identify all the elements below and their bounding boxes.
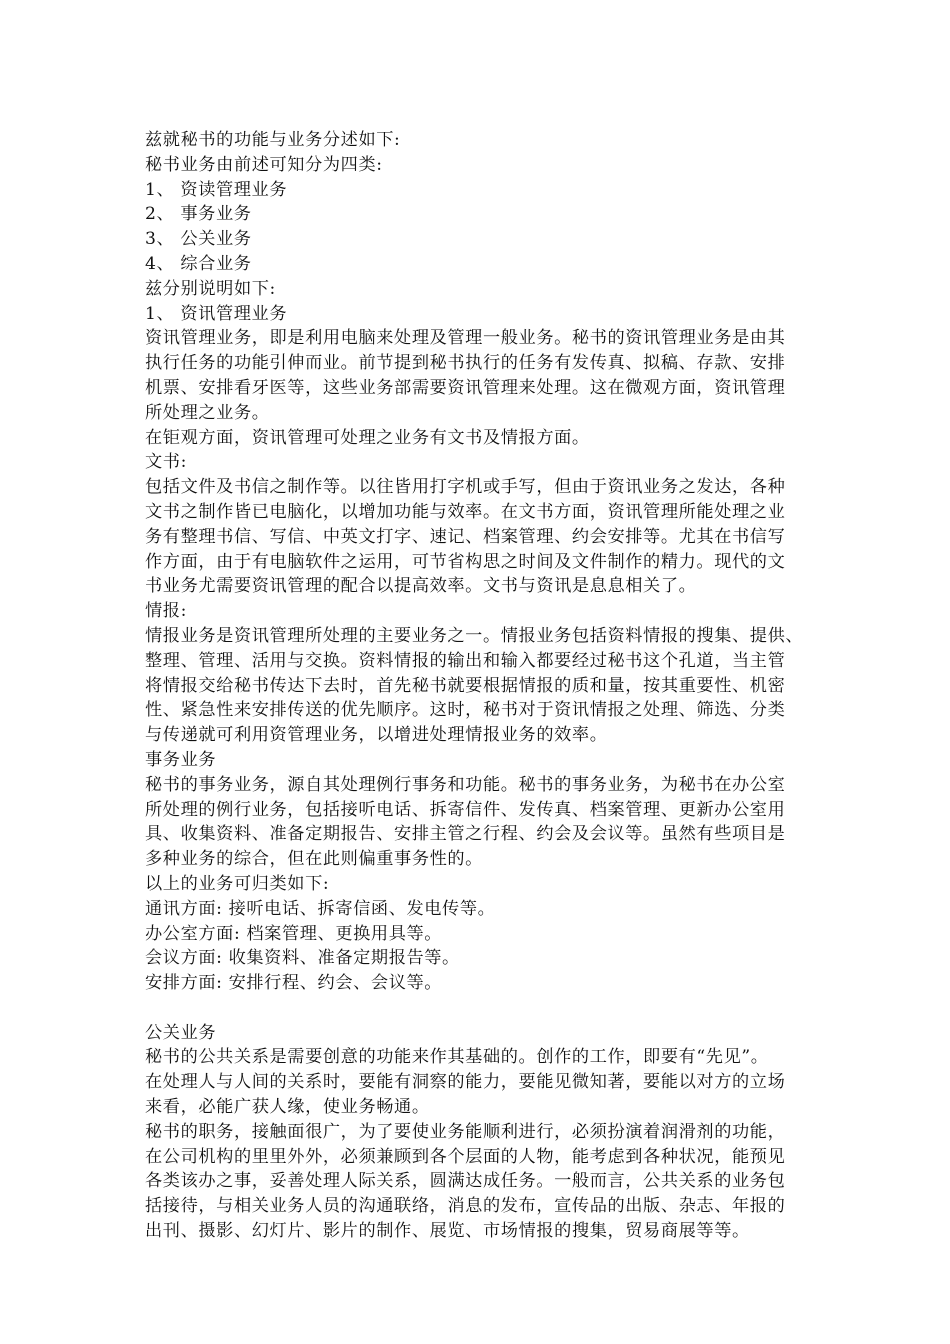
subheading-intelligence: 情报: (145, 601, 187, 622)
paragraph-line: 多种业务的综合，但在此则偏重事务性的。 (145, 849, 483, 870)
paragraph-line: 书业务尤需要资讯管理的配合以提高效率。文书与资讯是息息相关了。 (145, 576, 697, 597)
paragraph-line: 在处理人与人间的关系时，要能有洞察的能力，要能见微知著，要能以对方的立场 (145, 1072, 786, 1093)
paragraph-line: 执行任务的功能引伸而业。前节提到秘书执行的任务有发传真、拟稿、存款、安排 (145, 353, 786, 374)
classification-item-office: 办公室方面: 档案管理、更换用具等。 (145, 923, 443, 944)
paragraph-line: 将情报交给秘书传达下去时，首先秘书就要根据情报的质和量，按其重要性、机密 (145, 675, 786, 696)
paragraph-line: 出刊、摄影、幻灯片、影片的制作、展览、市场情报的搜集，贸易商展等等。 (145, 1221, 750, 1242)
list-item-4: 4、 综合业务 (145, 253, 252, 274)
paragraph-line: 各类该办之事，妥善处理人际关系，圆满达成任务。一般而言，公共关系的业务包 (145, 1171, 786, 1192)
paragraph-line: 整理、管理、活用与交换。资料情报的输出和输入都要经过秘书这个孔道，当主管 (145, 650, 786, 671)
document-body (145, 128, 865, 1244)
paragraph-line: 包括文件及书信之制作等。以往皆用打字机或手写，但由于资讯业务之发达，各种 (145, 477, 786, 498)
classification-item-meeting: 会议方面: 收集资料、准备定期报告等。 (145, 948, 460, 969)
section-heading-public-relations: 公关业务 (145, 1022, 217, 1043)
list-item-3: 3、 公关业务 (145, 229, 252, 250)
paragraph-line: 资讯管理业务，即是利用电脑来处理及管理一般业务。秘书的资讯管理业务是由其 (145, 328, 786, 349)
blank-line (145, 996, 865, 1021)
paragraph-line: 机票、安排看牙医等，这些业务部需要资讯管理来处理。这在微观方面，资讯管理 (145, 377, 786, 398)
paragraph-line: 情报业务是资讯管理所处理的主要业务之一。情报业务包括资料情报的搜集、提供、 (145, 625, 804, 646)
section-heading-info-management: 1、 资讯管理业务 (145, 303, 288, 324)
paragraph-line: 与传递就可利用资管理业务，以增进处理情报业务的效率。 (145, 725, 608, 746)
list-item-1: 1、 资读管理业务 (145, 179, 288, 200)
paragraph-line: 秘书的职务，接触面很广，为了要使业务能顺利进行，必须扮演着润滑剂的功能， (145, 1121, 786, 1142)
text-line-intro: 兹就秘书的功能与业务分述如下: (145, 130, 401, 150)
text-line-categories: 秘书业务由前述可知分为四类: (145, 154, 383, 175)
classification-item-communication: 通讯方面: 接听电话、拆寄信函、发电传等。 (145, 898, 496, 919)
paragraph-line: 来看，必能广获人缘，使业务畅通。 (145, 1097, 430, 1118)
paragraph-line: 所处理之业务。 (145, 402, 270, 423)
paragraph-line: 括接待，与相关业务人员的沟通联络，消息的发布，宣传品的出版、杂志、年报的 (145, 1196, 786, 1217)
paragraph-line: 秘书的公共关系是需要创意的功能来作其基础的。创作的工作，即要有“先见”。 (145, 1047, 769, 1068)
paragraph-line: 秘书的事务业务，源自其处理例行事务和功能。秘书的事务业务，为秘书在办公室 (145, 774, 786, 795)
paragraph-line: 在公司机构的里里外外，必须兼顾到各个层面的人物，能考虑到各种状况，能预见 (145, 1146, 786, 1167)
list-item-2: 2、 事务业务 (145, 204, 252, 225)
subheading-documents: 文书: (145, 452, 187, 473)
paragraph-line: 具、收集资料、准备定期报告、安排主管之行程、约会及会议等。虽然有些项目是 (145, 824, 786, 845)
paragraph-line: 作方面，由于有电脑软件之运用，可节省构思之时间及文件制作的精力。现代的文 (145, 551, 786, 572)
section-heading-affairs: 事务业务 (145, 749, 217, 770)
paragraph-line: 务有整理书信、写信、中英文打字、速记、档案管理、约会安排等。尤其在书信写 (145, 526, 786, 547)
text-line-classification: 以上的业务可归类如下: (145, 873, 330, 894)
text-line-explain: 兹分别说明如下: (145, 278, 276, 299)
paragraph-line: 所处理的例行业务，包括接听电话、拆寄信件、发传真、档案管理、更新办公室用 (145, 799, 786, 820)
paragraph-line: 性、紧急性来安排传送的优先顺序。这时，秘书对于资讯情报之处理、筛选、分类 (145, 700, 786, 721)
paragraph-line: 文书之制作皆已电脑化，以增加功能与效率。在文书方面，资讯管理所能处理之业 (145, 501, 786, 522)
paragraph-line: 在钜观方面，资讯管理可处理之业务有文书及情报方面。 (145, 427, 590, 448)
classification-item-arrangement: 安排方面: 安排行程、约会、会议等。 (145, 973, 443, 994)
